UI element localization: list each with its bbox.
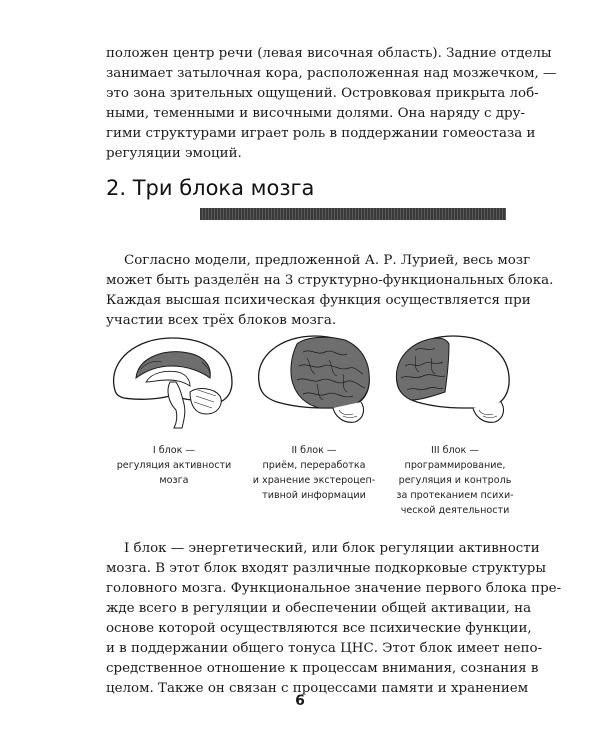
text-line: I блок — энергетический, или блок регуляции активности: [124, 541, 540, 556]
caption-line: приём, переработка: [262, 460, 366, 471]
text-line: гими структурами играет роль в поддержании гомеостаза и: [106, 126, 536, 141]
text-line: мозга. В этот блок входят различные подкорковые структуры: [106, 561, 546, 576]
page-number: 6: [295, 693, 305, 709]
caption-line: регуляция активности: [116, 460, 232, 471]
text-line: и в поддержании общего тонуса ЦНС. Этот блок имеет непо-: [106, 641, 543, 656]
text-line: средственное отношение к процессам внимания, сознания в: [106, 661, 539, 676]
caption-line: II блок —: [291, 445, 337, 456]
text-line: Каждая высшая психическая функция осуществляется при: [106, 293, 531, 308]
figure-caption-block-3: [385, 443, 525, 518]
section-heading: 2. Три блока мозга: [106, 176, 315, 200]
text-line: жде всего в регуляции и обеспечении общей активации, на: [106, 601, 532, 616]
heading-underline-bar: [200, 208, 506, 220]
figure-caption-block-2: [244, 443, 384, 503]
caption-line: за протеканием психи-: [396, 490, 514, 501]
caption-line: тивной информации: [262, 490, 366, 501]
caption-line: III блок —: [431, 445, 479, 456]
caption-line: программирование,: [404, 460, 506, 471]
intro-paragraph: [106, 44, 557, 164]
luria-paragraph: [106, 251, 554, 331]
caption-line: мозга: [159, 475, 189, 486]
caption-line: регуляция и контроль: [398, 475, 512, 486]
brain-posterior-cortex-icon: [245, 330, 380, 430]
caption-line: I блок —: [152, 445, 196, 456]
brain-frontal-lobe-icon: [385, 330, 520, 430]
caption-line: и хранение экстероцеп-: [252, 475, 376, 486]
text-line: участии всех трёх блоков мозга.: [106, 313, 337, 328]
text-line: положен центр речи (левая височная область). Задние отделы: [106, 46, 552, 61]
text-line: занимает затылочная кора, расположенная над мозжечком, —: [106, 66, 557, 81]
text-line: Согласно модели, предложенной А. Р. Лурией, весь мозг: [124, 253, 531, 268]
text-line: может быть разделён на 3 структурно-функциональных блока.: [106, 273, 554, 288]
text-line: это зона зрительных ощущений. Островковая прикрыта лоб-: [106, 86, 539, 101]
figure-caption-block-1: [104, 443, 244, 488]
caption-line: ческой деятельности: [400, 505, 510, 516]
text-line: основе которой осуществляются все психические функции,: [106, 621, 532, 636]
block1-paragraph: [106, 539, 562, 699]
text-line: целом. Также он связан с процессами памяти и хранением: [106, 681, 529, 696]
text-line: ными, теменными и височными долями. Она наряду с дру-: [106, 106, 525, 121]
brain-sagittal-section-icon: [106, 330, 241, 430]
text-line: регуляции эмоций.: [106, 146, 242, 161]
text-line: головного мозга. Функциональное значение первого блока пре-: [106, 581, 562, 596]
